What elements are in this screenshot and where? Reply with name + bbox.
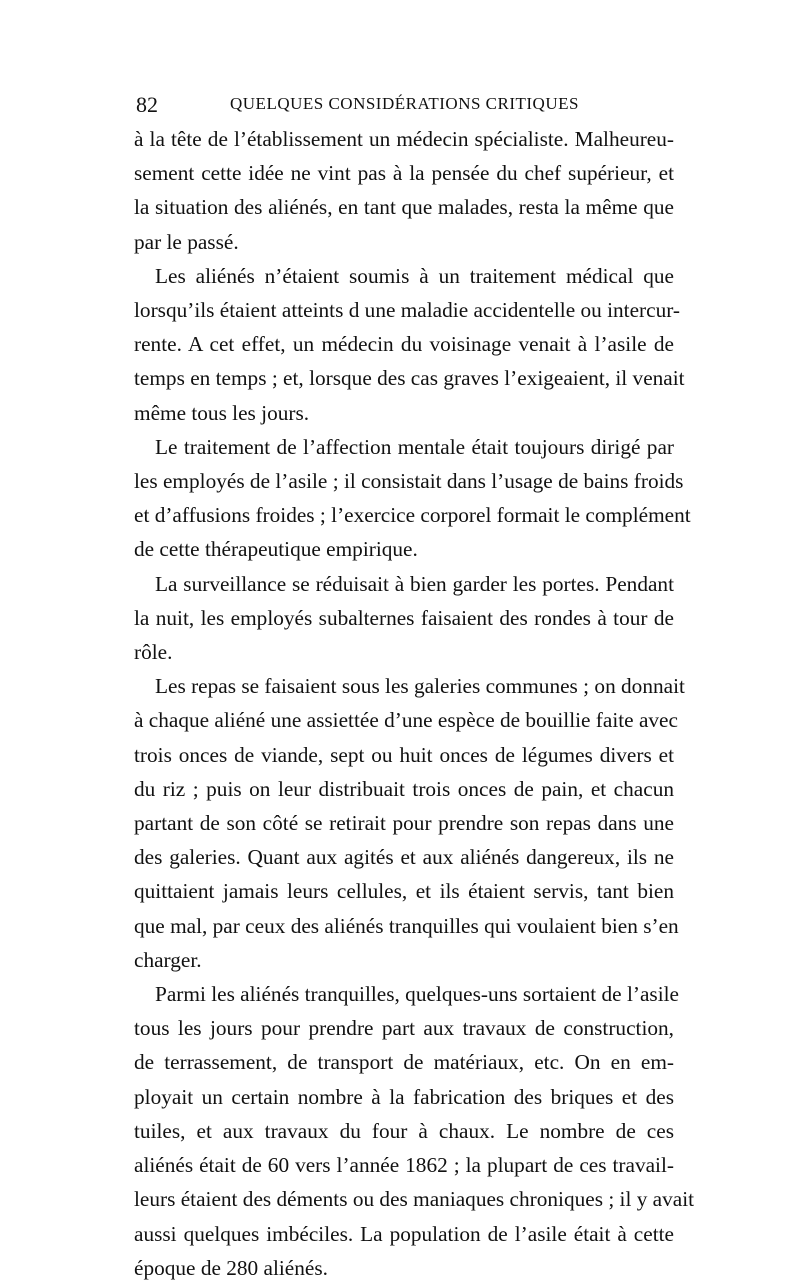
text-line: leurs étaient des déments ou des maniaques chroniques ; il y avait (134, 1187, 695, 1212)
paragraph (134, 259, 685, 430)
text-line: partant de son côté se retirait pour prendre son repas dans une (134, 811, 674, 836)
paragraph (134, 669, 685, 977)
page-number: 82 (136, 92, 158, 117)
text-line: à la tête de l’établissement un médecin spécialiste. Malheureu- (134, 127, 674, 151)
text-line: la situation des aliénés, en tant que malades, resta la même que (134, 195, 674, 220)
text-line: rente. A cet effet, un médecin du voisinage venait à l’asile de (134, 332, 674, 357)
text-line: sement cette idée ne vint pas à la pensée du chef supérieur, et (134, 161, 674, 186)
text-line: de terrassement, de transport de matériaux, etc. On en em- (134, 1050, 674, 1075)
text-line: tous les jours pour prendre part aux travaux de construction, (134, 1016, 674, 1041)
text-line: des galeries. Quant aux agités et aux aliénés dangereux, ils ne (134, 845, 674, 870)
text-line: Parmi les aliénés tranquilles, quelques-uns sortaient de l’asile (155, 982, 679, 1007)
text-line: charger. (134, 947, 202, 972)
text-line: à chaque aliéné une assiettée d’une espèce de bouillie faite avec (134, 708, 678, 733)
page-header (134, 92, 674, 120)
text-line: de cette thérapeutique empirique. (134, 537, 418, 562)
text-line: Les aliénés n’étaient soumis à un traitement médical que (155, 263, 674, 288)
text-line: tuiles, et aux travaux du four à chaux. Le nombre de ces (134, 1118, 674, 1143)
running-title: QUELQUES CONSIDÉRATIONS CRITIQUES (230, 94, 579, 113)
text-line: que mal, par ceux des aliénés tranquilles qui voulaient bien s’en (134, 913, 679, 938)
text-line: lorsqu’ils étaient atteints d une maladie accidentelle ou intercur- (134, 298, 680, 323)
text-line: La surveillance se réduisait à bien garder les portes. Pendant (155, 571, 674, 596)
text-line: Le traitement de l’affection mentale était toujours dirigé par (155, 434, 674, 459)
text-line: aussi quelques imbéciles. La population de l’asile était à cette (134, 1221, 674, 1246)
paragraph (134, 430, 691, 567)
text-line: du riz ; puis on leur distribuait trois onces de pain, et chacun (134, 776, 674, 801)
text-line: Les repas se faisaient sous les galeries communes ; on donnait (155, 674, 685, 699)
paragraph (134, 567, 674, 670)
text-line: même tous les jours. (134, 400, 310, 425)
text-line: et d’affusions froides ; l’exercice corporel formait le complément (134, 503, 691, 528)
text-line: par le passé. (134, 229, 239, 254)
text-line: aliénés était de 60 vers l’année 1862 ; la plupart de ces travail- (134, 1153, 674, 1178)
text-line: quittaient jamais leurs cellules, et ils étaient servis, tant bien (134, 879, 674, 904)
text-line: la nuit, les employés subalternes faisaient des rondes à tour de (134, 605, 674, 630)
paragraph (134, 122, 674, 259)
text-line: les employés de l’asile ; il consistait dans l’usage de bains froids (134, 469, 684, 494)
text-line: temps en temps ; et, lorsque des cas graves l’exigeaient, il venait (134, 366, 685, 391)
text-line: ployait un certain nombre à la fabrication des briques et des (134, 1084, 674, 1109)
paragraph (134, 977, 695, 1285)
text-line: époque de 280 aliénés. (134, 1255, 328, 1280)
text-line: trois onces de viande, sept ou huit onces de légumes divers et (134, 742, 674, 767)
body-text (134, 122, 695, 1285)
text-line: rôle. (134, 640, 173, 665)
